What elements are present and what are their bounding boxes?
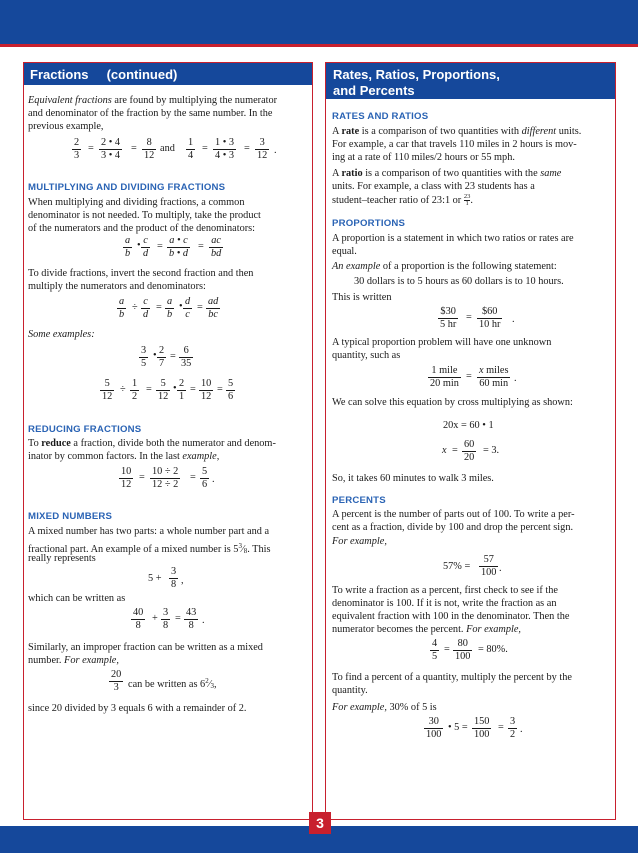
mult-line-3: of the numerators and the product of the denominators:	[28, 223, 256, 234]
fraction: a b	[167, 296, 173, 320]
reduce-line-2: inator by common factors. In the last example,	[28, 451, 220, 462]
pct-line-4: To write a fraction as a percent, first check to see if the	[332, 585, 558, 596]
fraction: 150 100	[474, 716, 490, 740]
equals-sign: =	[139, 472, 145, 483]
rate-line-3: ing at a rate of 110 miles/2 hours or 55 mph.	[332, 152, 515, 163]
pct-line-9: quantity.	[332, 685, 368, 696]
prop-line-7: quantity, such as	[332, 350, 401, 361]
intro-text: are found by multiplying the numerator	[111, 95, 278, 106]
fraction: 3 8	[171, 566, 177, 590]
equals-sign: =	[217, 384, 223, 395]
fraction: 4 5	[432, 638, 438, 662]
equals-sign: =	[498, 722, 504, 733]
section-title-percents: PERCENTS	[332, 495, 386, 506]
pct-line-5: denominator is 100. If it is not, write the fraction as an	[332, 598, 557, 609]
prop-line-6: A typical proportion problem will have one unknown	[332, 337, 552, 348]
mixed-line-2: fractional part. An example of a mixed number is $5^3⁄_8$. This	[28, 542, 271, 555]
pct-line-2: cent as a fraction, divide by 100 and drop the percent sign.	[332, 522, 574, 533]
some-examples-label: Some examples:	[28, 329, 95, 340]
fraction: 3 2	[510, 716, 516, 740]
fraction: 20 3	[111, 669, 122, 693]
fraction: 3 8	[163, 607, 169, 631]
mixed-line-1: A mixed number has two parts: a whole number part and a	[28, 526, 270, 537]
pct-line-1: A percent is the number of parts out of 100. To write a per-	[332, 509, 575, 520]
rates-panel: Rates, Ratios, Proportions, and Percents RATES AND RATIOS A rate is a comparison of two quantities with different units. For example, a car that travels 110 miles in 2 hours is mov- ing at a rate of 110 miles/2 hours or 55 mph. A ratio is a comparison of two quantities with the same units. For example, a class with 23 students has a student–teacher ratio of 23:1 or $\frac{23}{1}$ . PROPORTIONS A proportion is a statement in which two ratios or rates are equal. An example of a proportion is the following statement: 30 dollars is to 5 hours as 60 dollars is to 10 hours. This is written $30 5 hr = $60 10 hr . A typical proportion problem will have one unknown quantity, such as 1 mile 20 min = x miles 60 min . We can solve this equation by cross multiplying as shown: 20x = 60 • 1 x = 60 20 = 3. So, it takes 60 minutes to walk 3 miles. PERCENTS A percent is the number of parts out of 100. To write a per- cent as a fraction, divide by 100 and drop the percent sign. For example, 57% = 57 100 . To write a fraction as a percent, first check to see if the denominator is 100. If it is not, write the fraction as an equivalent fraction with 100 in the denominator. Then the numerator becomes the percent. For example, 4 5 = 80 100 = 80%. To find a percent of a quantity, multiply the percent by the quantity. For example, 30% of 5 is 30 100 • 5 = 150 100 = 3 2 .	[325, 62, 616, 820]
pct-line-6: equivalent fraction with 100 in the denominator. Then the	[332, 611, 570, 622]
pct-line-10: For example, 30% of 5 is	[332, 702, 437, 713]
rates-header-line-1: Rates, Ratios, Proportions,	[333, 67, 500, 82]
section-title-mixed: MIXED NUMBERS	[28, 511, 113, 522]
fraction: a b	[119, 296, 125, 320]
fraction: c d	[143, 296, 149, 320]
fraction: 1 2	[132, 378, 138, 402]
fraction: 1 mile 20 min	[430, 365, 459, 389]
fraction: 2 • 4 3 • 4	[101, 137, 121, 161]
section-title-rates: RATES AND RATIOS	[332, 111, 429, 122]
pct-line-7: numerator becomes the percent. For example,	[332, 624, 521, 635]
mult-line-2: denominator is not needed. To multiply, take the product	[28, 210, 261, 221]
equals-sign: =	[466, 312, 472, 323]
fraction: $30 5 hr	[440, 306, 457, 330]
rates-header	[326, 63, 615, 99]
equals-sign: =	[88, 143, 94, 154]
fraction: a b	[125, 235, 131, 259]
equals-sign: =	[452, 445, 458, 456]
section-title-multiplying: MULTIPLYING AND DIVIDING FRACTIONS	[28, 182, 226, 193]
mult-line-1: When multiplying and dividing fractions, a common	[28, 197, 245, 208]
ratio-line-2: units. For example, a class with 23 students has a	[332, 181, 535, 192]
equals-sign: =	[156, 302, 162, 313]
section-title-reducing: REDUCING FRACTIONS	[28, 424, 142, 435]
fraction: 2 7	[159, 345, 165, 369]
intro-term: Equivalent fractions	[28, 95, 112, 106]
section-title-proportions: PROPORTIONS	[332, 218, 406, 229]
equals-sign: =	[190, 384, 196, 395]
top-banner	[0, 0, 638, 44]
equals-sign: =	[444, 644, 450, 655]
reduce-term: reduce	[41, 438, 71, 449]
fraction: 10 12	[121, 466, 132, 490]
equals-sign: =	[466, 371, 472, 382]
rates-header-line-2: and Percents	[333, 83, 415, 98]
fraction: 8 12	[144, 137, 155, 161]
fraction: c d	[143, 235, 149, 259]
ratio-line-3: student–teacher ratio of 23:1 or $\frac{23}{1}$ .	[332, 193, 473, 207]
top-rule	[0, 44, 638, 47]
fraction: 60 20	[464, 439, 475, 463]
equals-sign: =	[190, 472, 196, 483]
cross-multiply-step: 20x = 60 • 1	[443, 420, 494, 431]
and-word: and	[160, 143, 175, 154]
fractions-header: Fractions (continued)	[24, 63, 312, 85]
equals-sign: =	[146, 384, 152, 395]
fractions-panel: Fractions (continued) Equivalent fractions are found by multiplying the numerator and denominator of the fraction by the same number. In the previous example, 2 3 = 2 • 4 3 • 4 = 8 12 and 1 4 = 1 • 3 4 • 3 = 3 12 . MULTIPLYING AND DIVIDING FRACTIONS When multiplying and dividing fractions, a common denominator is not needed. To multiply, take the product of the numerators and the product of the denominators: a b • c d = a • c b • d = ac bd To divide fractions, invert the second fraction and then multiply the numerators and denominators: a b ÷ c d = a b • d c = ad bc Some examples: 3 5 • 2 7 = 6 35 5 12 ÷ 1 2 = 5 12 • 2 1 = 10 12 = 5 6 REDUCING FRACTIONS To reduce a fraction, divide both the numerator and denom- inator by common factors. In the last example, 10 12 = 10 ÷ 2 12 ÷ 2 = 5 6 . MIXED NUMBERS A mixed number has two parts: a whole number part and a fractional part. An example of a mixed number is $5^3⁄_8$. This really represents 5 + 3 8 , which can be written as 40 8 + 3 8 = 43 8 . Similarly, an improper fraction can be written as a mixed number. For example, 20 3 can be written as $6^2⁄_3$, since 20 divided by 3 equals 6 with a remainder of 2.	[23, 62, 313, 820]
fraction: 5 12	[158, 378, 169, 402]
equals-sign: =	[197, 302, 203, 313]
pct-line-8: To find a percent of a quantity, multiply the percent by the	[332, 672, 572, 683]
fraction: ad bc	[208, 296, 219, 320]
mixed-line-3: really represents	[28, 553, 96, 564]
rate-line-1: A rate is a comparison of two quantities with different units.	[332, 126, 582, 137]
fraction: 57 100	[481, 554, 497, 578]
equals-sign: =	[244, 143, 250, 154]
pct-line-3: For example,	[332, 536, 387, 547]
mixed-line-7: since 20 divided by 3 equals 6 with a remainder of 2.	[28, 703, 247, 714]
fraction: 2 1	[179, 378, 185, 402]
mixed-line-6: number. For example,	[28, 655, 119, 666]
intro-line-3: previous example,	[28, 121, 104, 132]
divide-line-1: To divide fractions, invert the second fraction and then	[28, 268, 254, 279]
equals-sign: =	[198, 241, 204, 252]
fraction: ac bd	[211, 235, 222, 259]
fraction: 2 3	[74, 137, 80, 161]
equals-sign: =	[202, 143, 208, 154]
fraction: 5 6	[228, 378, 234, 402]
fraction: 10 ÷ 2 12 ÷ 2	[152, 466, 179, 490]
intro-line-1	[28, 95, 277, 107]
ratio-line-1: A ratio is a comparison of two quantities with the same	[332, 168, 562, 179]
fraction: 5 6	[202, 466, 208, 490]
fraction: 40 8	[133, 607, 144, 631]
reduce-line-1: To reduce a fraction, divide both the numerator and denom-	[28, 438, 276, 449]
fraction: 30 100	[426, 716, 442, 740]
prop-line-1: A proportion is a statement in which two ratios or rates are	[332, 233, 574, 244]
fraction: $60 10 hr	[479, 306, 501, 330]
prop-line-8: We can solve this equation by cross multiplying as shown:	[332, 397, 573, 408]
mixed-line-4: which can be written as	[28, 593, 126, 604]
fraction: 3 12	[257, 137, 268, 161]
ratio-term: ratio	[341, 168, 363, 179]
fraction: d c	[185, 296, 191, 320]
divide-line-2: multiply the numerators and denominators:	[28, 281, 206, 292]
fraction: 5 12	[102, 378, 113, 402]
fraction: 80 100	[455, 638, 471, 662]
prop-line-5: This is written	[332, 292, 392, 303]
fraction: 43 8	[186, 607, 197, 631]
equals-sign: =	[131, 143, 137, 154]
equals-sign: =	[170, 351, 176, 362]
fraction: x miles 60 min	[479, 365, 509, 389]
equals-sign: =	[175, 613, 181, 624]
fraction: 1 • 3 4 • 3	[215, 137, 235, 161]
fraction: 6 35	[181, 345, 192, 369]
prop-line-4: 30 dollars is to 5 hours as 60 dollars is to 10 hours.	[354, 276, 564, 287]
rate-term: rate	[341, 126, 360, 137]
prop-line-2: equal.	[332, 246, 357, 257]
fraction: 3 5	[141, 345, 147, 369]
fraction: 1 4	[188, 137, 194, 161]
prop-line-3: An example of a proportion is the following statement:	[332, 261, 557, 272]
rate-line-2: For example, a car that travels 110 miles in 2 hours is mov-	[332, 139, 577, 150]
intro-line-2: and denominator of the fraction by the same number. In the	[28, 108, 273, 119]
page-number: 3	[309, 812, 331, 834]
fraction: 10 12	[201, 378, 212, 402]
fraction: a • c b • d	[169, 235, 189, 259]
mixed-line-5: Similarly, an improper fraction can be written as a mixed	[28, 642, 263, 653]
prop-line-9: So, it takes 60 minutes to walk 3 miles.	[332, 473, 494, 484]
equals-sign: =	[157, 241, 163, 252]
